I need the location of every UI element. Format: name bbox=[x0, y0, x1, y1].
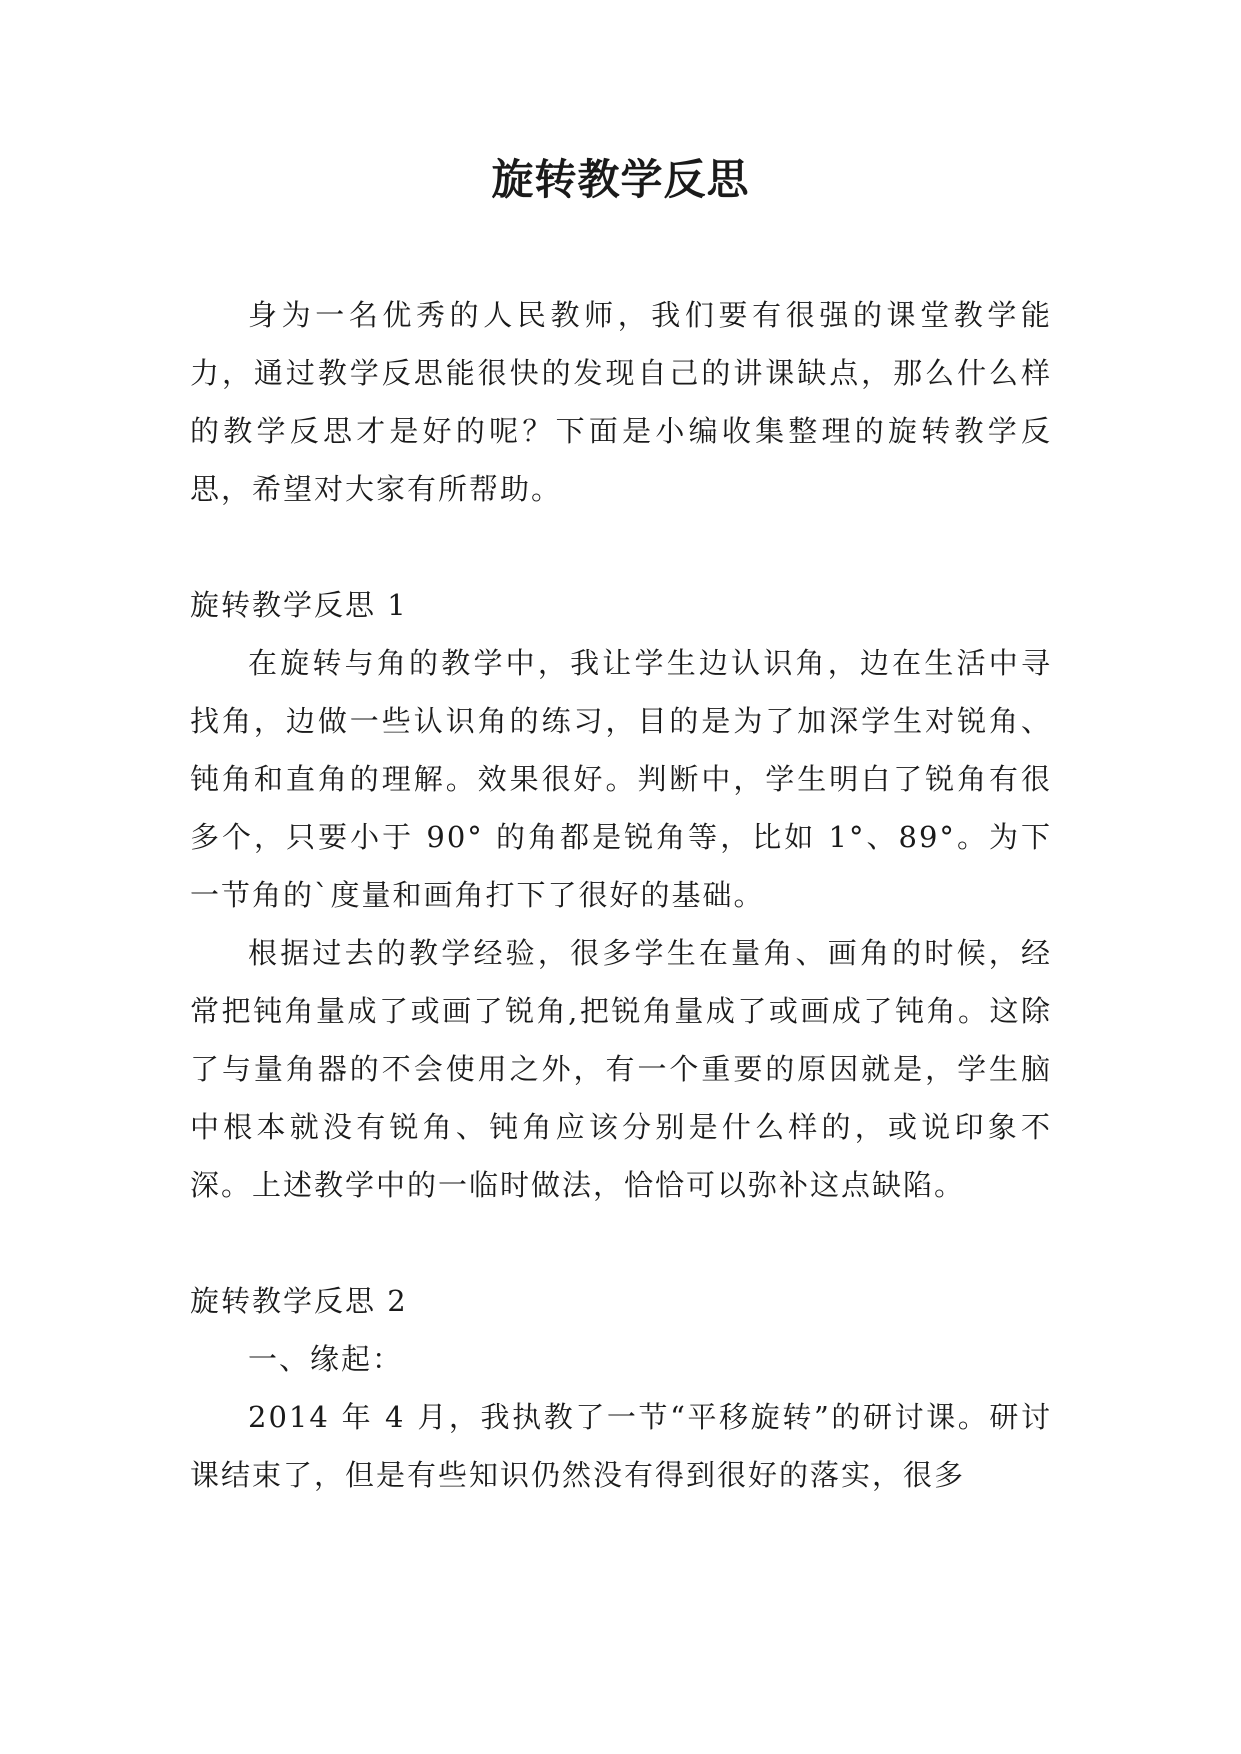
section1-paragraph-1: 在旋转与角的教学中，我让学生边认识角，边在生活中寻找角，边做一些认识角的练习，目的是为了加深学生对锐角、钝角和直角的理解。效果很好。判断中，学生明白了锐角有很多个，只要小于 90° 的角都是锐角等，比如 1°、89°。为下一节角的`度量和画角打下了很好的基础。 bbox=[190, 646, 1052, 912]
document-title: 旋转教学反思 bbox=[491, 155, 750, 204]
spacer bbox=[190, 1214, 1052, 1272]
section2-heading: 旋转教学反思 2 bbox=[190, 1284, 408, 1318]
document-body bbox=[190, 286, 1052, 1504]
intro-paragraph: 身为一名优秀的人民教师，我们要有很强的课堂教学能力，通过教学反思能很快的发现自己的讲课缺点，那么什么样的教学反思才是好的呢？下面是小编收集整理的旋转教学反思，希望对大家有所帮助。 bbox=[190, 298, 1052, 506]
section2-paragraph-1: 2014 年 4 月，我执教了一节“平移旋转”的研讨课。研讨课结束了，但是有些知识仍然没有得到很好的落实，很多 bbox=[190, 1400, 1052, 1492]
section2-subheading: 一、缘起： bbox=[248, 1342, 404, 1376]
section1-heading: 旋转教学反思 1 bbox=[190, 588, 408, 622]
section1-paragraph-2: 根据过去的教学经验，很多学生在量角、画角的时候，经常把钝角量成了或画了锐角,把锐角量成了或画成了钝角。这除了与量角器的不会使用之外，有一个重要的原因就是，学生脑中根本就没有锐角、钝角应该分别是什么样的，或说印象不深。上述教学中的一临时做法，恰恰可以弥补这点缺陷。 bbox=[190, 936, 1052, 1202]
spacer bbox=[190, 518, 1052, 576]
